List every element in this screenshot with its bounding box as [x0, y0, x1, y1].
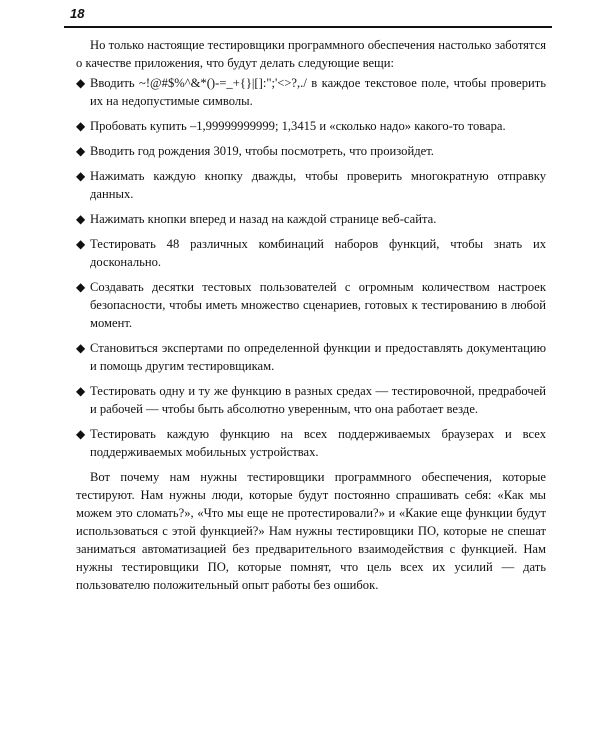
page-header: [64, 4, 552, 28]
list-item-text: Вводить ~!@#$%^&*()-=_+{}|[]:";'<>?,./ в каждое текстовое поле, чтобы проверить их на недопустимые символы.: [90, 76, 546, 108]
list-item: [76, 142, 546, 160]
list-item-text: Тестировать одну и ту же функцию в разных средах — тестировочной, предрабочей и рабочей — чтобы быть абсолютно уверенным, что она работает везде.: [90, 384, 546, 416]
list-item-text: Тестировать 48 различных комбинаций наборов функций, чтобы знать их досконально.: [90, 237, 546, 269]
list-item: [76, 425, 546, 461]
list-item-text: Создавать десятки тестовых пользователей с огромным количеством настроек безопасности, чтобы иметь множество сценариев, готовых к тестированию в любой момент.: [90, 280, 546, 330]
list-item: [76, 278, 546, 332]
diamond-bullet-icon: ◆: [76, 212, 86, 226]
intro-paragraph: Но только настоящие тестировщики программного обеспечения настолько заботятся о качестве приложения, что будут делать следующие вещи:: [76, 38, 546, 70]
list-item-text: Нажимать кнопки вперед и назад на каждой странице веб-сайта.: [90, 212, 437, 226]
list-item-text: Пробовать купить –1,99999999999; 1,3415 и «сколько надо» какого-то товара.: [90, 119, 506, 133]
list-item: [76, 74, 546, 110]
diamond-bullet-icon: ◆: [76, 144, 86, 158]
diamond-bullet-icon: ◆: [76, 237, 86, 251]
list-item: [76, 382, 546, 418]
diamond-bullet-icon: ◆: [76, 169, 86, 183]
list-item-text: Тестировать каждую функцию на всех поддерживаемых браузерах и всех поддерживаемых мобильных устройствах.: [90, 427, 546, 459]
list-item: [76, 167, 546, 203]
list-item: [76, 117, 546, 135]
bullet-list: [76, 74, 546, 461]
list-item: [76, 210, 546, 228]
list-item-text: Нажимать каждую кнопку дважды, чтобы проверить многократную отправку данных.: [90, 169, 546, 201]
list-item: [76, 339, 546, 375]
diamond-bullet-icon: ◆: [76, 280, 86, 294]
diamond-bullet-icon: ◆: [76, 76, 86, 90]
diamond-bullet-icon: ◆: [76, 384, 86, 398]
page-content: [76, 36, 546, 594]
diamond-bullet-icon: ◆: [76, 427, 86, 441]
diamond-bullet-icon: ◆: [76, 341, 86, 355]
diamond-bullet-icon: ◆: [76, 119, 86, 133]
conclusion-paragraph: Вот почему нам нужны тестировщики программного обеспечения, которые тестируют. Нам нужны люди, которые будут постоянно спрашивать себя: «Как мы можем это сломать?», «Что мы еще не протестировали?» и «Какие еще функции будут использоваться с этой функцией?» Нам нужны тестировщики ПО, которые не спешат заниматься автоматизацией без предварительного взаимодействия с функцией. Нам нужны тестировщики ПО, которые помнят, что цель всех их усилий — дать пользователю положительный опыт работы без ошибок.: [76, 470, 546, 592]
list-item-text: Вводить год рождения 3019, чтобы посмотреть, что произойдет.: [90, 144, 434, 158]
page-number: 18: [70, 6, 85, 21]
list-item-text: Становиться экспертами по определенной функции и предоставлять документацию и помощь другим тестировщикам.: [90, 341, 546, 373]
list-item: [76, 235, 546, 271]
